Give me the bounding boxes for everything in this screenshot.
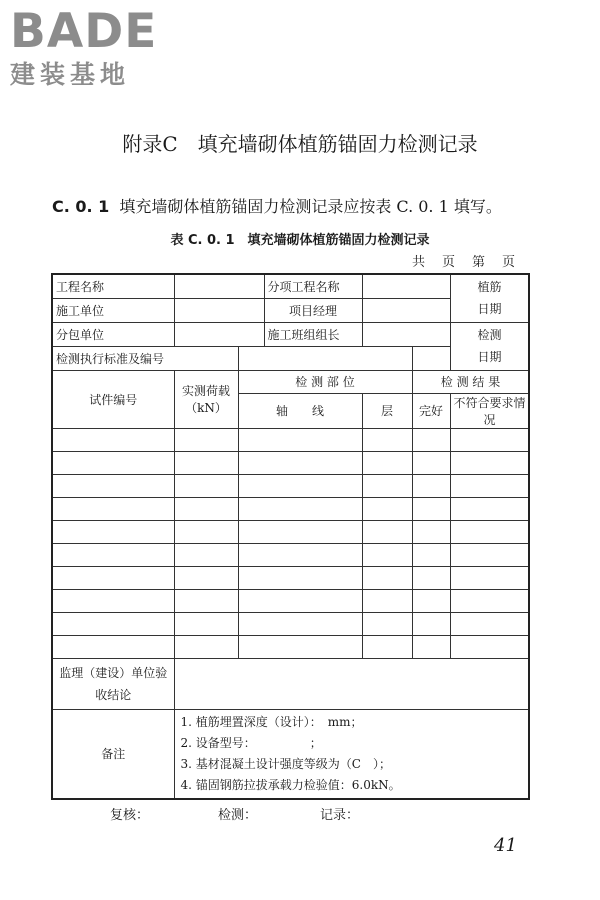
planting-date-label [450, 274, 529, 322]
sub-project-name-value [362, 274, 450, 298]
clause-text: 填充墙砌体植筋锚固力检测记录应按表 C. 0. 1 填写。 [119, 197, 502, 216]
col-specimen-no: 试件编号 [52, 370, 174, 428]
construction-unit-value [174, 298, 264, 322]
header-row-1 [52, 274, 529, 298]
note-item: 1. 植筋埋置深度（设计）： mm； [180, 714, 363, 729]
col-test-result: 检 测 结 果 [412, 370, 529, 393]
project-manager-label: 项目经理 [264, 298, 362, 322]
col-intact: 完好 [412, 393, 450, 428]
subcontract-unit-value [174, 322, 264, 346]
col-measured-load [174, 370, 238, 428]
table-row [52, 428, 529, 451]
table-row [52, 635, 529, 658]
appendix-title: 附录C 填充墙砌体植筋锚固力检测记录 [122, 132, 478, 156]
construction-unit-label: 施工单位 [52, 298, 174, 322]
record-table [51, 273, 530, 800]
table-row [52, 451, 529, 474]
project-name-value [174, 274, 264, 298]
col-load-unit: （kN） [185, 401, 227, 415]
note-item: 4. 锚固钢筋拉拔承载力检验值：6.0kN。 [180, 777, 401, 792]
test-date-label-text: 日期 [477, 350, 502, 364]
table-row [52, 520, 529, 543]
clause [52, 194, 502, 217]
test-date-label [450, 322, 529, 370]
table-caption: 表 C. 0. 1 填充墙砌体植筋锚固力检测记录 [170, 233, 430, 248]
table-row [52, 566, 529, 589]
test-date-label-text: 检测 [477, 328, 502, 342]
team-leader-label: 施工班组组长 [264, 322, 362, 346]
col-axis: 轴 线 [238, 393, 362, 428]
signoff-inspect: 检测： [218, 808, 258, 823]
col-nonconforming: 不符合要求情况 [450, 393, 529, 428]
table-row [52, 589, 529, 612]
note-item: 2. 设备型号： ； [180, 735, 322, 750]
note-item: 3. 基材混凝土设计强度等级为（C ）； [180, 756, 391, 771]
table-row [52, 474, 529, 497]
logo [10, 6, 157, 90]
logo-wordmark: BADE [10, 4, 158, 59]
remarks-row [52, 709, 529, 799]
sub-project-name-label: 分项工程名称 [264, 274, 362, 298]
supervision-row [52, 658, 529, 709]
table-row [52, 543, 529, 566]
remarks-notes [174, 709, 529, 799]
logo-subtitle: 建装基地 [10, 60, 131, 89]
test-standard-value [238, 346, 412, 370]
header-row-3 [52, 322, 529, 346]
page-counter: 共 页 第 页 [412, 255, 518, 270]
table-row [52, 497, 529, 520]
page-number: 41 [494, 835, 517, 856]
team-leader-value [362, 322, 450, 346]
col-floor: 层 [362, 393, 412, 428]
col-measured-load-label: 实测荷载 [181, 384, 230, 398]
col-test-location: 检 测 部 位 [238, 370, 412, 393]
supervision-label: 监理（建设）单位验收结论 [52, 658, 174, 709]
test-standard-label: 检测执行标准及编号 [52, 346, 238, 370]
column-header-row-1 [52, 370, 529, 393]
supervision-value [174, 658, 529, 709]
table-row [52, 612, 529, 635]
signoff-review: 复核： [110, 808, 150, 823]
project-manager-value [362, 298, 450, 322]
clause-number: C. 0. 1 [52, 197, 110, 216]
signoff-record: 记录： [320, 808, 360, 823]
planting-date-label-text: 植筋 [477, 280, 502, 295]
subcontract-unit-label: 分包单位 [52, 322, 174, 346]
planting-date-label-text: 日期 [477, 302, 502, 317]
project-name-label: 工程名称 [52, 274, 174, 298]
remarks-label: 备注 [52, 709, 174, 799]
